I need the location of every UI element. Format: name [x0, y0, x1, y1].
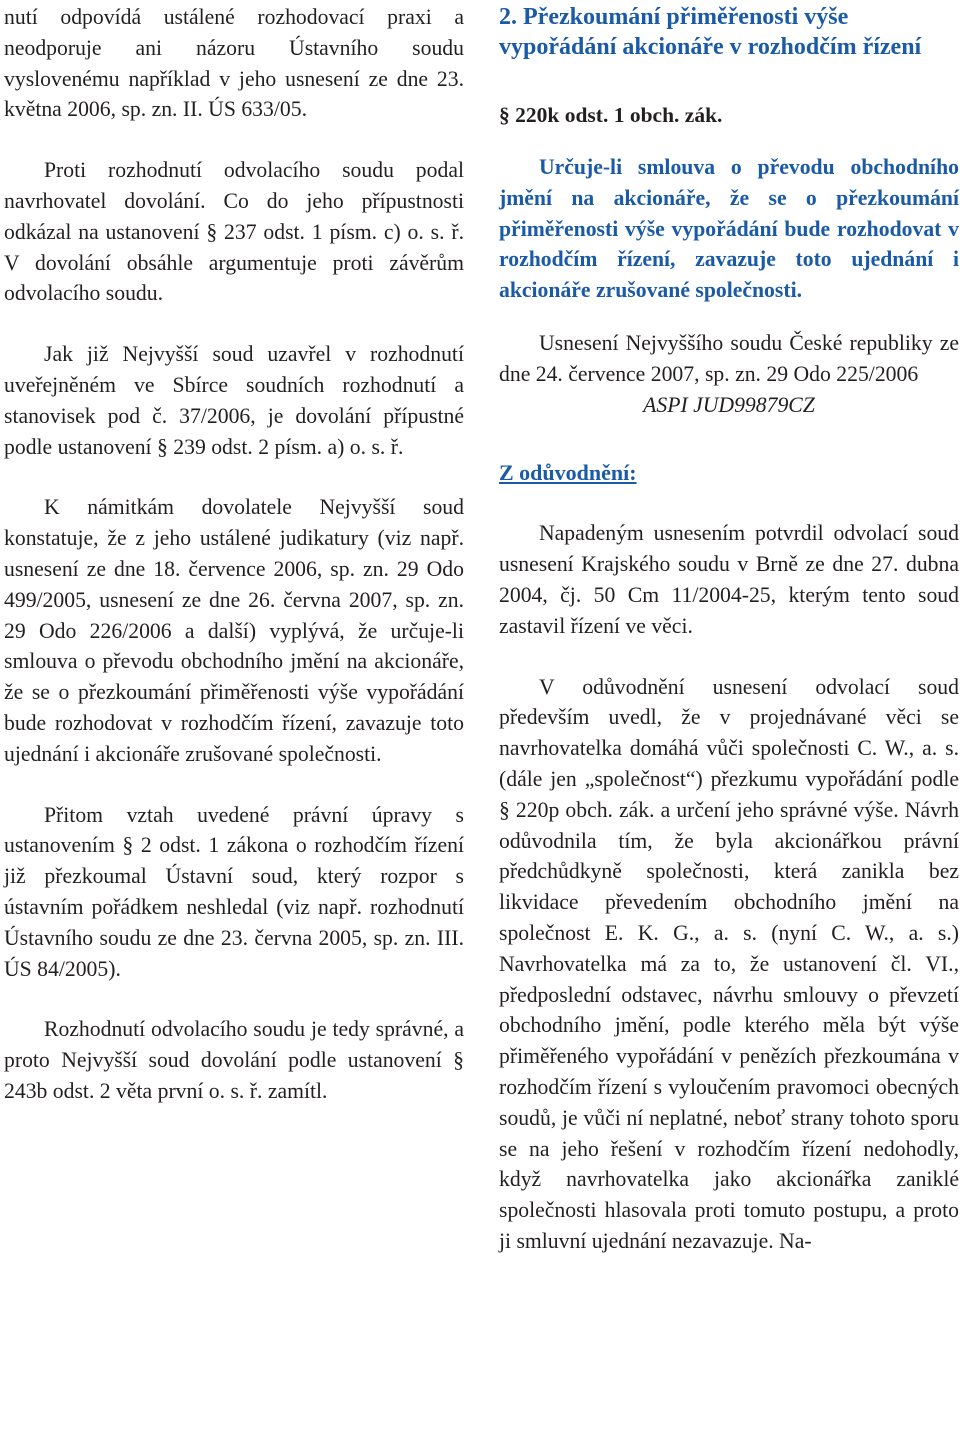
paragraph-admissibility: Jak již Nejvyšší soud uzavřel v rozhodnutí uveřejněném ve Sbírce soudních rozhodnutí a stanovisek pod č. 37/2006, je dovolání přípustné podle ustanovení § 239 odst. 2 písm. a) o. s. ř.: [4, 342, 464, 459]
headnote: Určuje-li smlouva o převodu obchodního jmění na akcionáře, že se o přezkoumání přiměřenosti výše vypořádání bude rozhodovat v rozhodčím řízení, zavazuje toto ujednání i akcionáře zrušované společnosti.: [499, 155, 959, 303]
paragraph-constitutional-review: Přitom vztah uvedené právní úpravy s ustanovením § 2 odst. 1 zákona o rozhodčím řízení již přezkoumal Ústavní soud, který rozpor s ústavním pořádkem neshledal (viz např. rozhodnutí Ústavního soudu ze dne 23. června 2005, sp. zn. III. ÚS 84/2005).: [4, 802, 464, 981]
paragraph-reasoning: V odůvodnění usnesení odvolací soud především uvedl, že v projednávané věci se navrhovatelka domáhá vůči společnosti C. W., a. s. (dále jen „společnost“) přezkumu vypořádání podle § 220p obch. zák. a určení jeho správné výše. Návrh odůvodnila tím, že byla akcionářkou právní předchůdkyně společnosti, která zanikla bez likvidace převedením obchodního jmění na společnost E. K. G., a. s. (nyní C. W., a. s.) Navrhovatelka má za to, že ustanovení čl. VI., předposlední odstavec, návrhu smlouvy o převzetí obchodního jmění, podle kterého měla být výše přiměřeného vypořádání v penězích přezkoumána v rozhodčím řízení s vyloučením pravomoci obecných soudů, je vůči ní neplatné, neboť strany tohoto sporu se na jeho řešení v rozhodčím řízení nedohodly, když navrhovatelka jako akcionářka zaniklé společnosti hlasovala proti tomuto postupu, a proto ji smluvní ujednání nezavazuje. Na-: [499, 674, 959, 1253]
paragraph-appeal: Proti rozhodnutí odvolacího soudu podal navrhovatel dovolání. Co do jeho přípustnosti odkázal na ustanovení § 237 odst. 1 písm. c) o. s. ř. V dovolání obsáhle argumentuje proti závěrům odvolacího soudu.: [4, 158, 464, 306]
decision-citation: Usnesení Nejvyššího soudu České republiky ze dne 24. července 2007, sp. zn. 29 Odo 225/2006: [499, 330, 959, 386]
statute-reference: § 220k odst. 1 obch. zák.: [499, 103, 723, 127]
paragraph-objections: K námitkám dovolatele Nejvyšší soud konstatuje, že z jeho ustálené judikatury (viz např. usnesení ze dne 18. července 2006, sp. zn. 29 Odo 499/2005, usnesení ze dne 26. června 2007, sp. zn. 29 Odo 226/2006 a další) vyplývá, že určuje-li smlouva o převodu obchodního jmění na akcionáře, že se o přezkoumání přiměřenosti výše vypořádání bude rozhodovat v rozhodčím řízení, zavazuje toto ujednání i akcionáře zrušované společnosti.: [4, 495, 464, 766]
paragraph-continuation: nutí odpovídá ustálené rozhodovací praxi a neodporuje ani názoru Ústavního soudu vyslovenému například v jeho usnesení ze dne 23. května 2006, sp. zn. II. ÚS 633/05.: [4, 5, 464, 122]
paragraph-conclusion: Rozhodnutí odvolacího soudu je tedy správné, a proto Nejvyšší soud dovolání podle ustanovení § 243b odst. 2 věta první o. s. ř. zamítl.: [4, 1017, 464, 1103]
left-column: [4, 0, 464, 1107]
aspi-identifier: ASPI JUD99879CZ: [643, 392, 815, 417]
paragraph-contested-resolution: Napadeným usnesením potvrdil odvolací soud usnesení Krajského soudu v Brně ze dne 27. dubna 2004, čj. 50 Cm 11/2004-25, kterým tento soud zastavil řízení ve věci.: [499, 521, 959, 638]
decision-heading: 2. Přezkoumání přiměřenosti výše vypořádání akcionáře v rozhodčím řízení: [499, 4, 922, 60]
right-column: [499, 0, 959, 1257]
reasoning-title: Z odůvodnění:: [499, 460, 637, 486]
